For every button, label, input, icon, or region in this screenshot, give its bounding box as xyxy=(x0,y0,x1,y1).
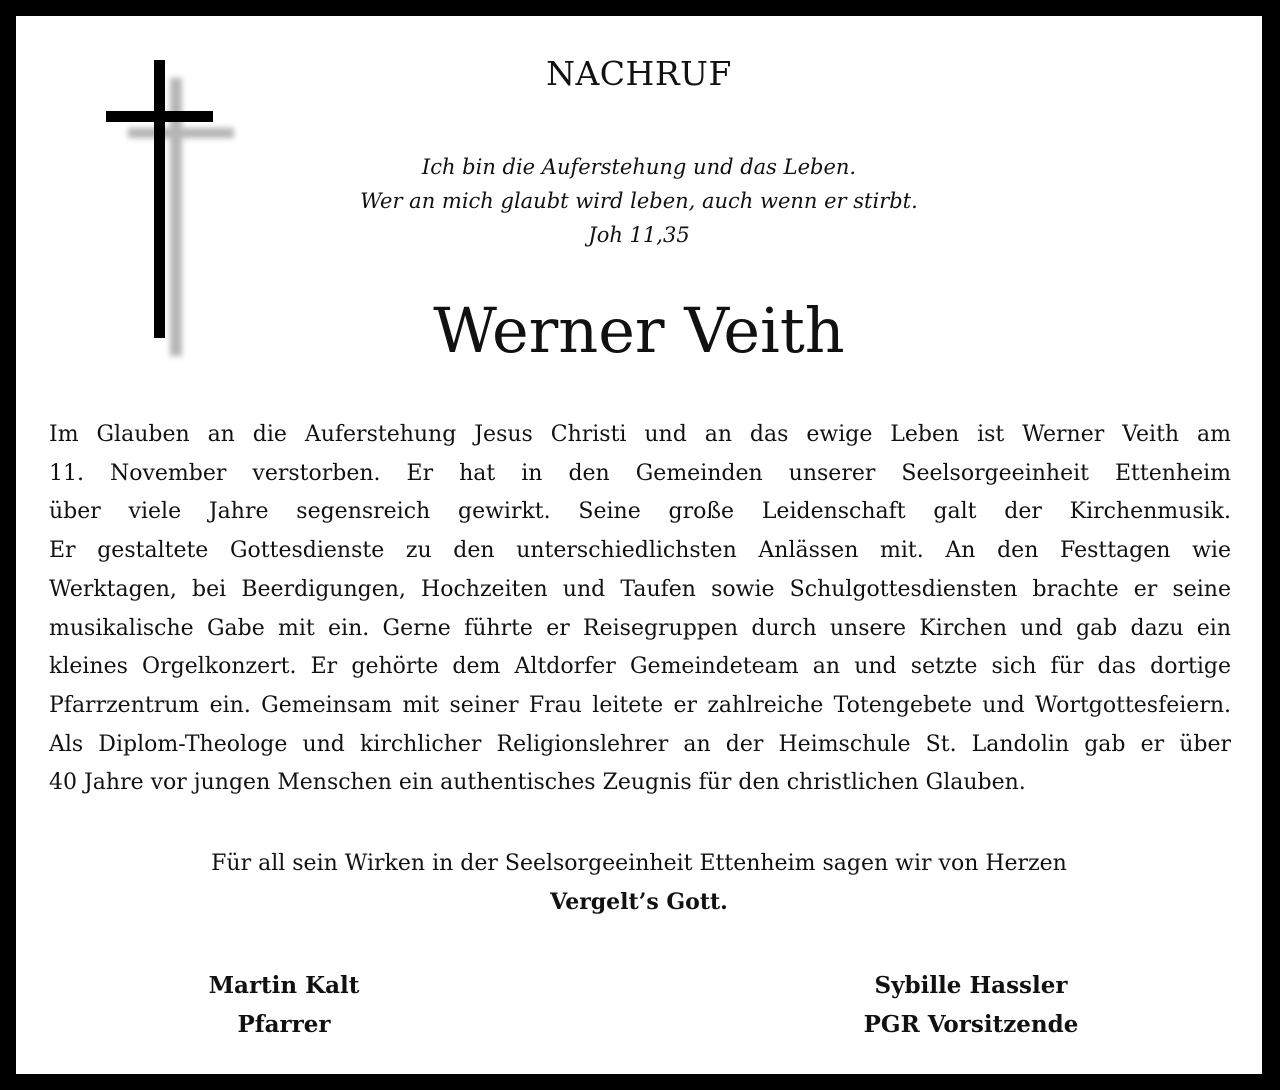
obituary-text-line: musikalische Gabe mit ein. Gerne führte er Reisegruppen durch unsere Kirchen und gab dazu ein xyxy=(49,615,1231,641)
thanks-line: Für all sein Wirken in der Seelsorgeeinheit Ettenheim sagen wir von Herzen xyxy=(211,851,1067,876)
notice-heading: NACHRUF xyxy=(546,54,732,93)
obituary-text-line: über viele Jahre segensreich gewirkt. Seine große Leidenschaft galt der Kirchenmusik. xyxy=(49,499,1231,525)
verse-line-2: Wer an mich glaubt wird leben, auch wenn er stirbt. xyxy=(360,189,918,213)
signatory-right xyxy=(846,966,1096,1044)
obituary-text-line: kleines Orgelkonzert. Er gehörte dem Altdorfer Gemeindeteam an und setzte sich für das dortige xyxy=(49,654,1231,680)
thanks-closing: Vergelt’s Gott. xyxy=(550,889,728,915)
verse-line-1: Ich bin die Auferstehung und das Leben. xyxy=(421,155,857,179)
obituary-text-line: Als Diplom-Theologe und kirchlicher Religionslehrer an der Heimschule St. Landolin gab er über xyxy=(49,731,1231,757)
bible-verse xyxy=(16,150,1262,252)
obituary-text-line: 40 Jahre vor jungen Menschen ein authentisches Zeugnis für den christlichen Glauben. xyxy=(49,770,1026,796)
obituary-text-line: Im Glauben an die Auferstehung Jesus Christi und an das ewige Leben ist Werner Veith am xyxy=(49,422,1231,447)
obituary-text xyxy=(49,416,1231,803)
verse-reference: Joh 11,35 xyxy=(588,223,690,247)
obituary-text-line: Pfarrzentrum ein. Gemeinsam mit seiner Frau leitete er zahlreiche Totengebete und Wortgottesfeiern. xyxy=(49,692,1231,718)
thanks-block xyxy=(16,844,1262,922)
obituary-text-line: 11. November verstorben. Er hat in den Gemeinden unserer Seelsorgeeinheit Ettenheim xyxy=(49,460,1231,486)
signatory-role: PGR Vorsitzende xyxy=(863,1011,1079,1038)
deceased-name: Werner Veith xyxy=(433,294,845,367)
obituary-notice xyxy=(16,16,1262,1074)
signatory-name: Martin Kalt xyxy=(208,972,360,999)
signatory-left xyxy=(164,966,404,1044)
obituary-text-line: Er gestaltete Gottesdienste zu den unterschiedlichsten Anlässen mit. An den Festtagen wie xyxy=(49,538,1231,564)
signatory-role: Pfarrer xyxy=(237,1011,331,1038)
obituary-text-line: Werktagen, bei Beerdigungen, Hochzeiten und Taufen sowie Schulgottesdiensten brachte er seine xyxy=(49,576,1231,602)
signatory-name: Sybille Hassler xyxy=(874,972,1068,999)
